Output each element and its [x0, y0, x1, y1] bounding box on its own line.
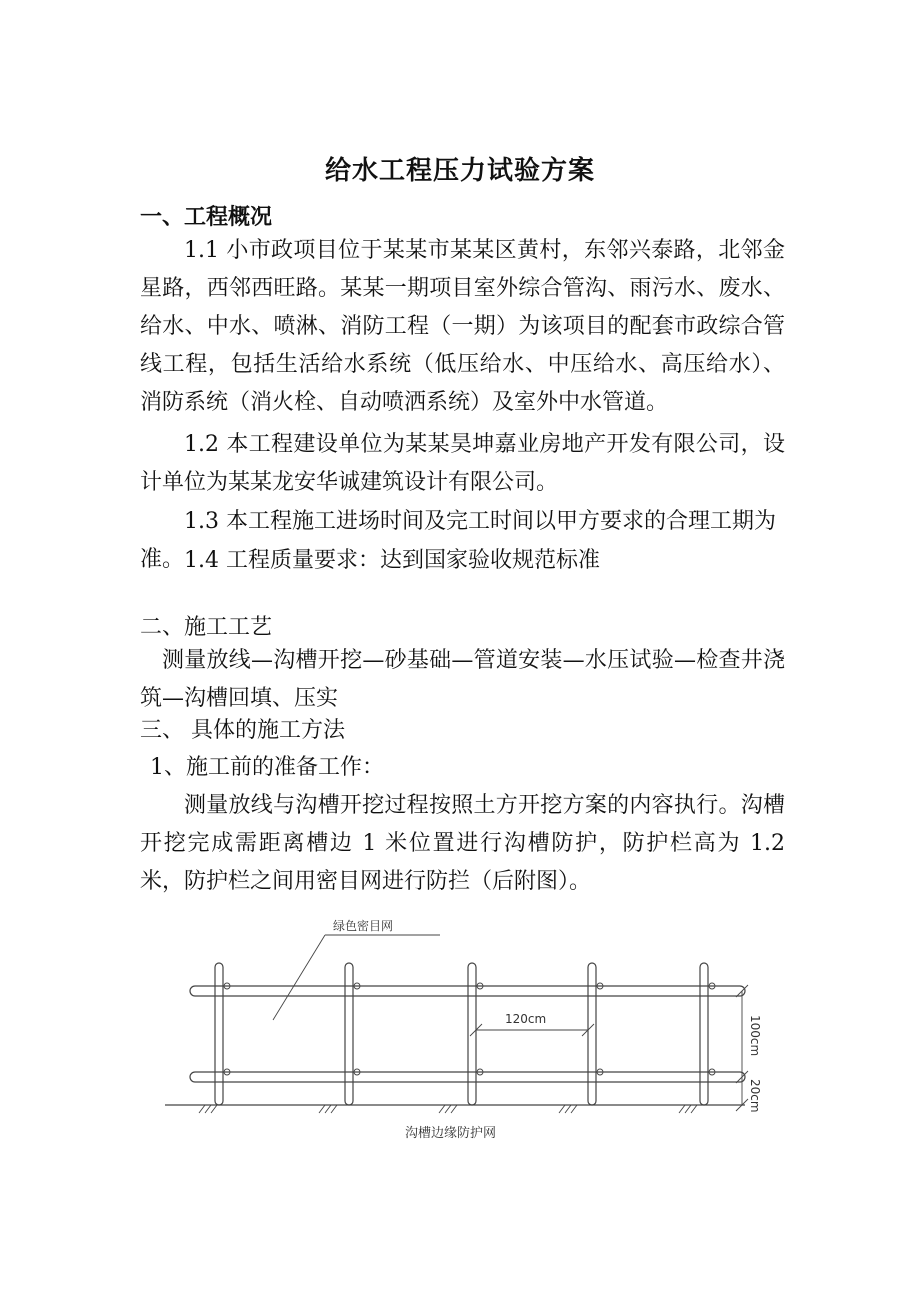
fence-post-4	[588, 963, 596, 1105]
fence-diagram	[165, 905, 785, 1165]
upper-height-label: 100cm	[748, 1015, 762, 1057]
section1-paragraph-1: 1.1 小市政项目位于某某市某某区黄村，东邻兴泰路，北邻金星路，西邻西旺路。某某一期项目室外综合管沟、雨污水、废水、给水、中水、喷淋、消防工程（一期）为该项目的配套市政综合管线工程，包括生活给水系统（低压给水、中压给水、高压给水）、消防系统（消火栓、自动喷洒系统）及室外中水管道。	[140, 238, 785, 415]
figure-caption: 沟槽边缘防护网	[405, 1126, 497, 1141]
section1-heading: 一、工程概况	[140, 204, 273, 230]
section3-subheading: 1、施工前的准备工作：	[150, 755, 384, 780]
section3-paragraph: 测量放线与沟槽开挖过程按照土方开挖方案的内容执行。沟槽开挖完成需距离槽边 1 米位置进行沟槽防护，防护栏高为 1.2 米，防护栏之间用密目网进行防拦（后附图）。	[140, 793, 785, 894]
section2-paragraph: 测量放线—沟槽开挖—砂基础—管道安装—水压试验—检查井浇筑—沟槽回填、压实	[140, 648, 785, 711]
mesh-label: 绿色密目网	[333, 919, 394, 933]
section2-heading: 二、施工工艺	[140, 615, 273, 640]
section1-paragraph-2: 1.2 本工程建设单位为某某昊坤嘉业房地产开发有限公司，设计单位为某某龙安华诚建筑设计有限公司。	[140, 432, 785, 495]
rail-clamps	[224, 983, 715, 1075]
fence-diagram-svg	[165, 905, 785, 1165]
fence-post-5	[700, 963, 708, 1105]
ground-hatch	[199, 1105, 697, 1113]
section3-heading: 三、 具体的施工方法	[140, 718, 345, 743]
fence-post-2	[345, 963, 353, 1105]
fence-post-1	[215, 963, 223, 1105]
mesh-leader-line	[273, 935, 325, 1020]
section1-paragraph-4: 1.4 工程质量要求：达到国家验收规范标准	[184, 548, 600, 573]
section1-paragraph-3: 1.3 本工程施工进场时间及完工时间以甲方要求的合理工期为准。	[140, 509, 776, 572]
document-title: 给水工程压力试验方案	[324, 156, 595, 186]
spacing-label: 120cm	[505, 1012, 547, 1026]
lower-height-label: 20cm	[748, 1079, 762, 1113]
